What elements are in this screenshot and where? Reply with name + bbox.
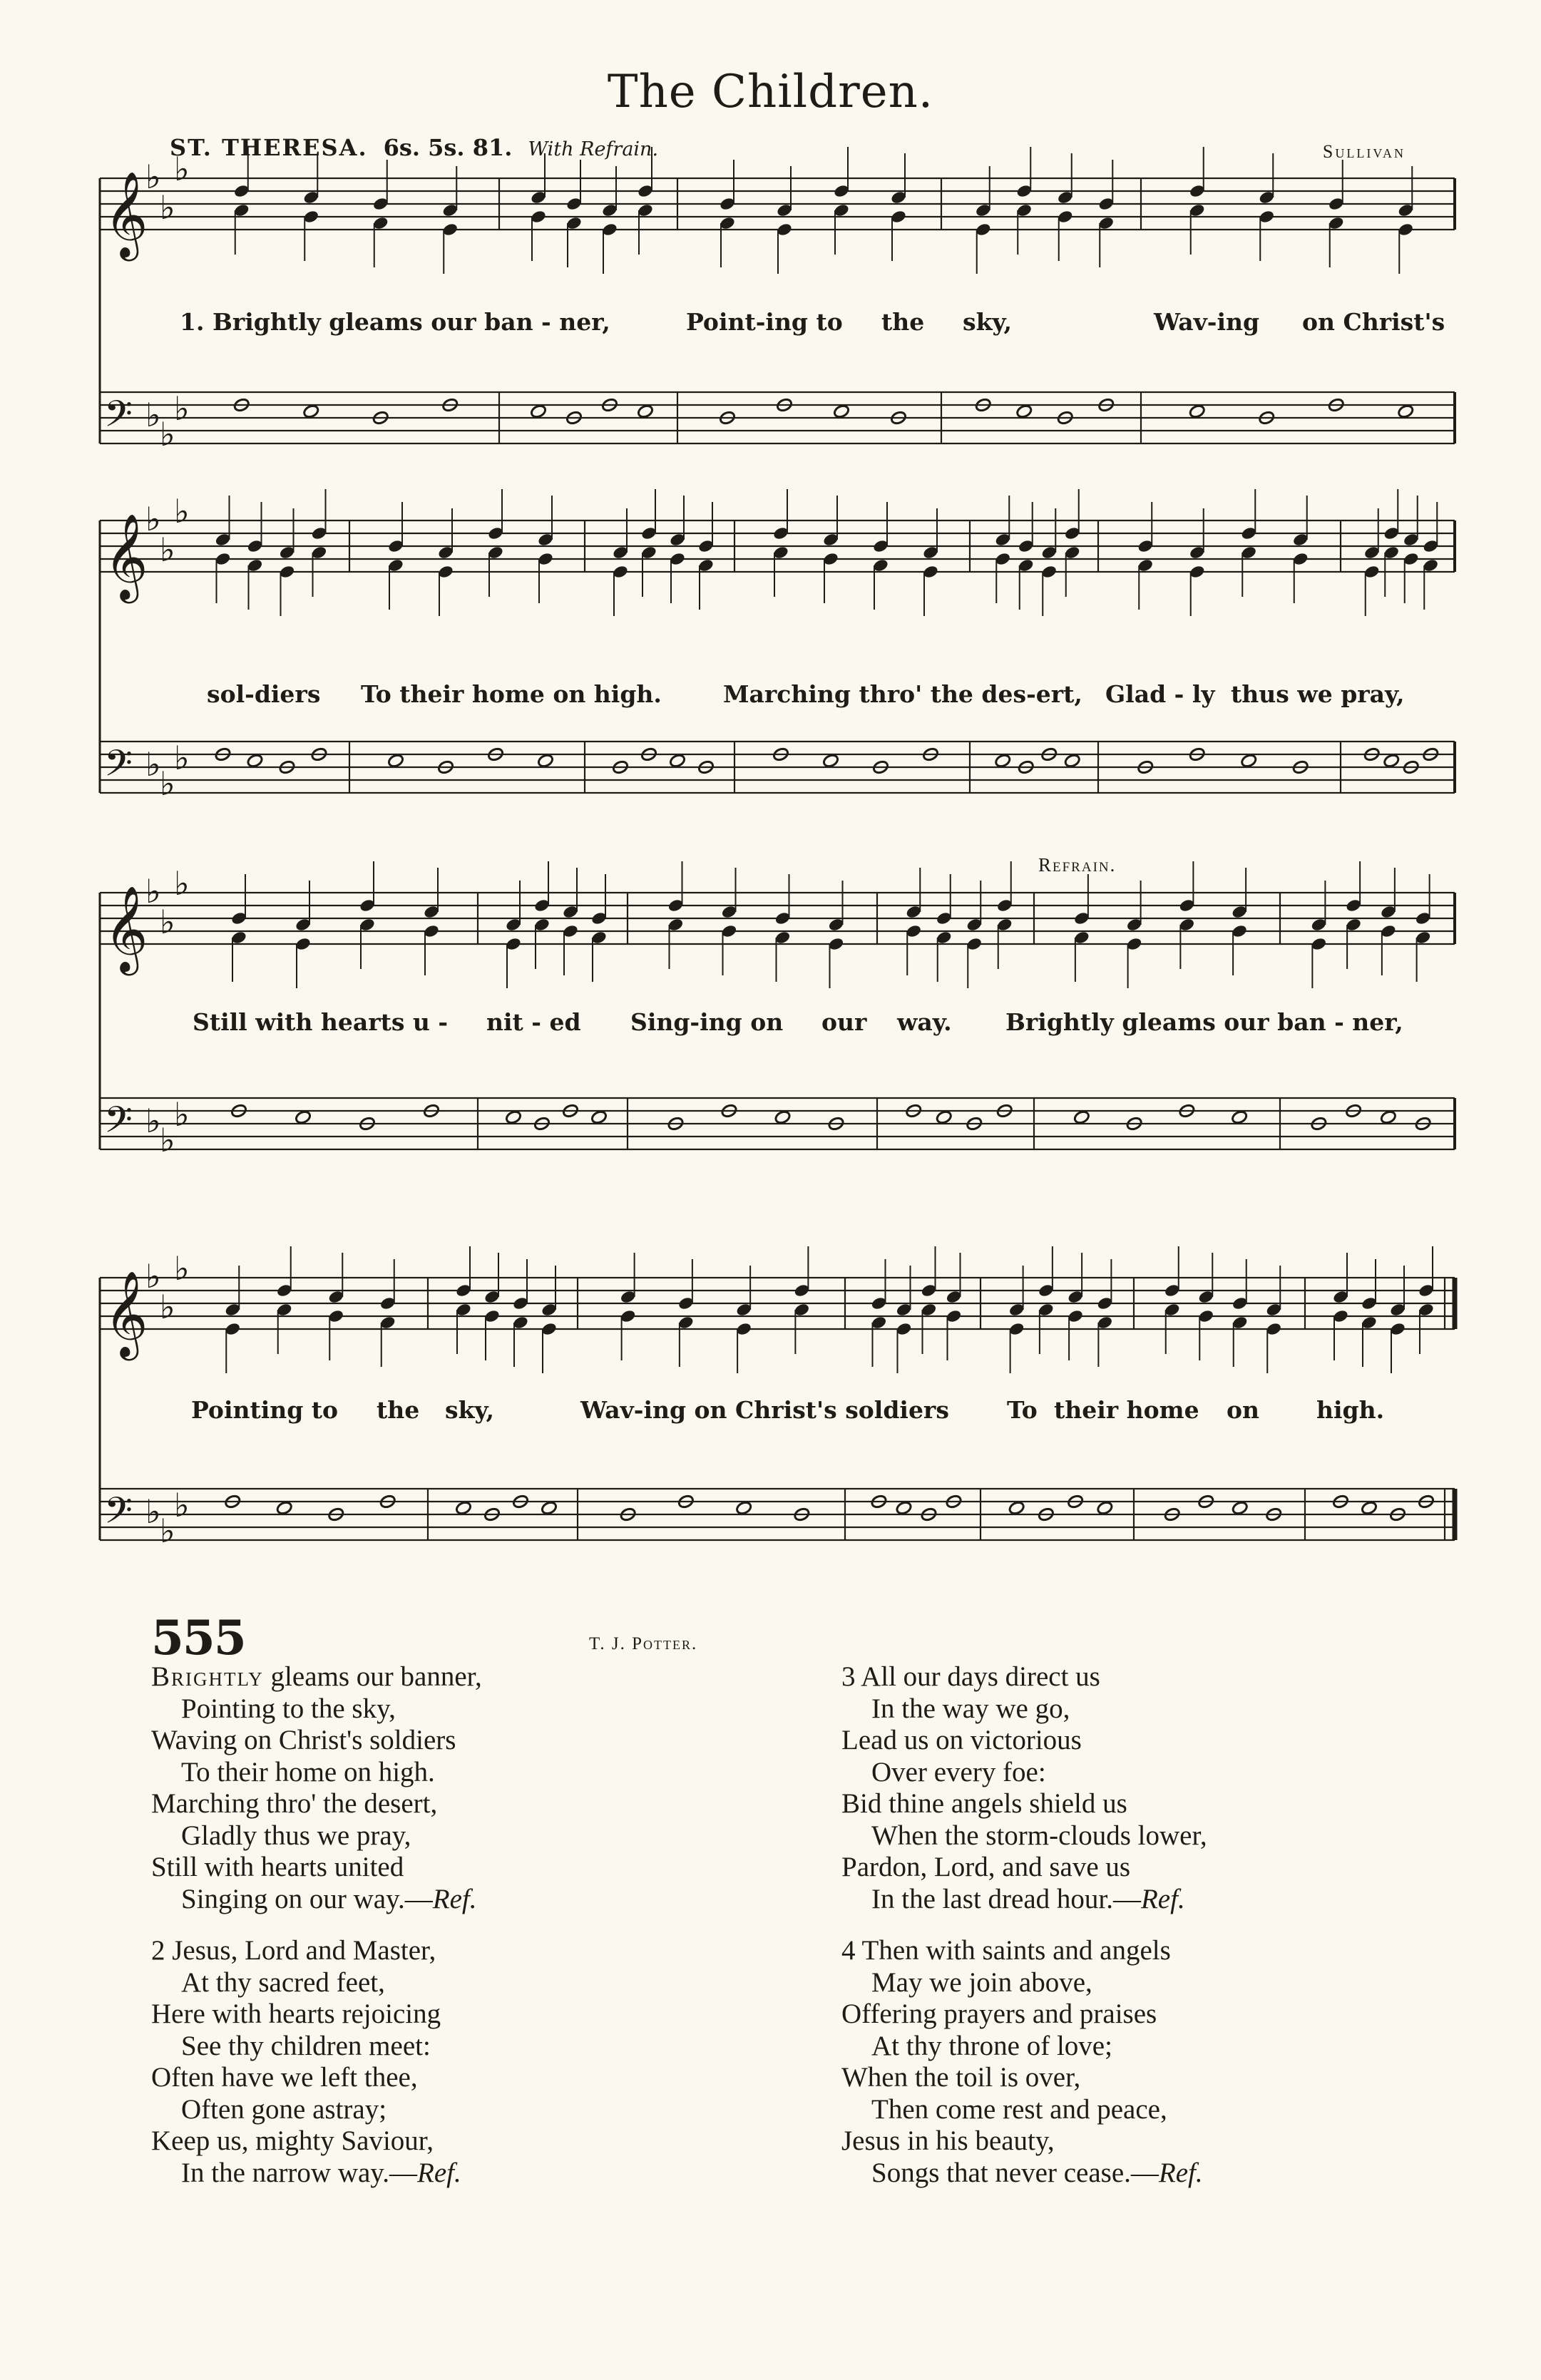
- note-head: [833, 404, 850, 419]
- tune-meter: 6s. 5s. 81.: [383, 134, 513, 161]
- verse-line-text: Songs that never cease.—: [871, 2157, 1159, 2188]
- verse-line: [151, 2158, 482, 2190]
- flat-icon: ♭: [160, 530, 175, 569]
- flat-icon: ♭: [174, 1486, 190, 1524]
- note-head: [1383, 753, 1400, 768]
- verse-line-text: Singing on our way.—: [181, 1883, 433, 1914]
- flat-icon: ♭: [174, 492, 190, 530]
- lyric-word: Glad - ly: [1105, 680, 1215, 708]
- verse-line: Keep us, mighty Saviour,: [151, 2125, 434, 2156]
- note-head: [590, 1109, 608, 1124]
- flat-icon: ♭: [174, 864, 190, 903]
- flat-icon: ♭: [145, 1257, 161, 1296]
- verse-line: Pointing to the sky,: [181, 1693, 396, 1724]
- note-head: [295, 1109, 312, 1124]
- verse-line: Still with hearts united: [151, 1852, 404, 1882]
- verse-line: Often have we left thee,: [151, 2062, 418, 2093]
- lyric-word: Still with hearts u -: [193, 1008, 449, 1036]
- verse-line: [841, 2158, 1207, 2190]
- flat-icon: ♭: [174, 739, 190, 777]
- verses-left-column: [151, 1661, 482, 2189]
- verse-line: When the toil is over,: [841, 2062, 1081, 2093]
- note-head: [1361, 1500, 1378, 1515]
- note-head: [1008, 1500, 1025, 1515]
- note-head: [1073, 1109, 1090, 1124]
- verse-line: Over every foe:: [871, 1756, 1046, 1787]
- lyric-word: Pointing to: [191, 1396, 339, 1424]
- note-head: [1240, 753, 1257, 768]
- bass-clef-icon: 𝄢: [104, 742, 133, 794]
- lyric-word: 1. Brightly gleams our ban - ner,: [180, 308, 610, 336]
- note-head: [1231, 1109, 1248, 1124]
- hymn-number: 555: [151, 1610, 245, 1666]
- note-head: [1096, 1500, 1113, 1515]
- verse-first-word: Brightly: [151, 1661, 264, 1692]
- verse-line: [841, 1884, 1207, 1916]
- flat-icon: ♭: [145, 872, 161, 911]
- lyric-word: Marching thro' the des-ert,: [723, 680, 1082, 708]
- verse-line: Jesus in his beauty,: [841, 2125, 1055, 2156]
- note-head: [822, 753, 839, 768]
- refrain-ref: Ref.: [1140, 1883, 1185, 1914]
- flat-icon: ♭: [145, 500, 161, 538]
- verse-line: Here with hearts rejoicing: [151, 1999, 441, 2029]
- refrain-ref: Ref.: [432, 1883, 477, 1914]
- verse-line: To their home on high.: [181, 1756, 435, 1787]
- verse-line-text: In the narrow way.—: [181, 2157, 418, 2188]
- flat-icon: ♭: [145, 1492, 161, 1531]
- note-head: [1189, 404, 1206, 419]
- note-head: [1380, 1109, 1397, 1124]
- page-title: The Children.: [607, 66, 934, 118]
- tune-name: ST. THERESA.: [170, 134, 368, 161]
- verse-line: In the way we go,: [871, 1693, 1070, 1724]
- with-refrain: With Refrain.: [528, 138, 659, 160]
- treble-clef-icon: 𝄞: [104, 885, 148, 972]
- verse-line: Then come rest and peace,: [871, 2093, 1167, 2125]
- lyric-word: Wav-ing on Christ's soldiers: [580, 1396, 949, 1424]
- flat-icon: ♭: [160, 188, 175, 227]
- flat-icon: ♭: [160, 1288, 175, 1326]
- lyric-word: To their home on high.: [361, 680, 662, 708]
- note-head: [246, 753, 263, 768]
- lyric-word: on: [1227, 1396, 1260, 1424]
- verse-line: Marching thro' the desert,: [151, 1788, 438, 1819]
- refrain-ref: Ref.: [417, 2157, 461, 2188]
- flat-icon: ♭: [160, 1512, 175, 1550]
- bass-clef-icon: 𝄢: [104, 1098, 133, 1150]
- treble-clef-icon: 𝄞: [104, 170, 148, 257]
- note-head: [530, 404, 547, 419]
- flat-icon: ♭: [160, 1121, 175, 1159]
- note-head: [936, 1109, 953, 1124]
- lyric-word: their home: [1054, 1396, 1199, 1424]
- flat-icon: ♭: [145, 396, 161, 434]
- note-head: [276, 1500, 293, 1515]
- lyric-word: sky,: [963, 308, 1012, 336]
- bass-clef-icon: 𝄢: [104, 1489, 133, 1541]
- note-head: [505, 1109, 522, 1124]
- bass-clef-icon: 𝄢: [104, 392, 133, 444]
- flat-icon: ♭: [145, 158, 161, 196]
- note-head: [1232, 1500, 1249, 1515]
- verse-line: Offering prayers and praises: [841, 1999, 1157, 2029]
- flat-icon: ♭: [174, 1249, 190, 1288]
- note-head: [455, 1500, 472, 1515]
- note-head: [994, 753, 1011, 768]
- note-head: [302, 404, 319, 419]
- hymn-author: T. J. Potter.: [589, 1634, 698, 1653]
- flat-icon: ♭: [174, 150, 190, 188]
- note-head: [387, 753, 404, 768]
- lyric-word: Sing-ing on: [630, 1008, 784, 1036]
- refrain-label: Refrain.: [1038, 854, 1117, 876]
- verse-line: 4 Then with saints and angels: [841, 1935, 1171, 1966]
- flat-icon: ♭: [160, 764, 175, 803]
- lyric-word: our: [821, 1008, 867, 1036]
- lyric-word: the: [377, 1396, 420, 1424]
- note-head: [537, 753, 554, 768]
- note-head: [1064, 753, 1081, 768]
- lyric-word: high.: [1316, 1396, 1385, 1424]
- lyric-word: sol-diers: [207, 680, 321, 708]
- refrain-ref: Ref.: [1158, 2157, 1203, 2188]
- lyric-word: Point-ing to: [686, 308, 843, 336]
- verses-right-column: [841, 1661, 1207, 2189]
- composer: Sullivan: [1322, 141, 1406, 162]
- verse-line: May we join above,: [871, 1966, 1092, 1998]
- flat-icon: ♭: [174, 1095, 190, 1134]
- verse-line: Pardon, Lord, and save us: [841, 1852, 1131, 1882]
- flat-icon: ♭: [174, 389, 190, 428]
- note-head: [774, 1109, 791, 1124]
- treble-clef-icon: 𝄞: [104, 513, 148, 600]
- verse-line: At thy throne of love;: [871, 2030, 1112, 2061]
- note-head: [637, 404, 654, 419]
- verse-line-text: gleams our banner,: [263, 1661, 482, 1692]
- verse-line: At thy sacred feet,: [181, 1966, 385, 1998]
- verse-line: Waving on Christ's soldiers: [151, 1725, 456, 1755]
- note-head: [669, 753, 686, 768]
- flat-icon: ♭: [145, 745, 161, 784]
- lyric-word: To: [1007, 1396, 1038, 1424]
- verse-line-text: In the last dread hour.—: [871, 1883, 1141, 1914]
- treble-clef-icon: 𝄞: [104, 1270, 148, 1357]
- lyric-word: thus we pray,: [1231, 680, 1405, 708]
- flat-icon: ♭: [160, 903, 175, 941]
- verse-line: See thy children meet:: [181, 2030, 431, 2061]
- verse-line: Lead us on victorious: [841, 1725, 1082, 1755]
- note-head: [735, 1500, 752, 1515]
- lyric-word: on Christ's: [1302, 308, 1445, 336]
- flat-icon: ♭: [145, 1102, 161, 1140]
- lyric-word: Wav-ing: [1154, 308, 1260, 336]
- note-head: [541, 1500, 558, 1515]
- verse-line: 3 All our days direct us: [841, 1661, 1100, 1692]
- verse-line: When the storm-clouds lower,: [871, 1820, 1207, 1851]
- verse-line: Bid thine angels shield us: [841, 1788, 1127, 1819]
- verse-line: Often gone astray;: [181, 2093, 387, 2125]
- lyric-word: Brightly gleams our ban - ner,: [1005, 1008, 1403, 1036]
- lyric-word: nit - ed: [486, 1008, 581, 1036]
- verse-line: [151, 1884, 482, 1916]
- note-head: [1015, 404, 1033, 419]
- lyric-word: way.: [897, 1008, 952, 1036]
- lyric-word: sky,: [445, 1396, 494, 1424]
- flat-icon: ♭: [160, 415, 175, 453]
- lyric-word: the: [881, 308, 925, 336]
- verse-line: 2 Jesus, Lord and Master,: [151, 1935, 436, 1966]
- verse-line: Gladly thus we pray,: [181, 1820, 411, 1851]
- note-head: [895, 1500, 912, 1515]
- note-head: [1397, 404, 1414, 419]
- verse-line: [151, 1661, 482, 1693]
